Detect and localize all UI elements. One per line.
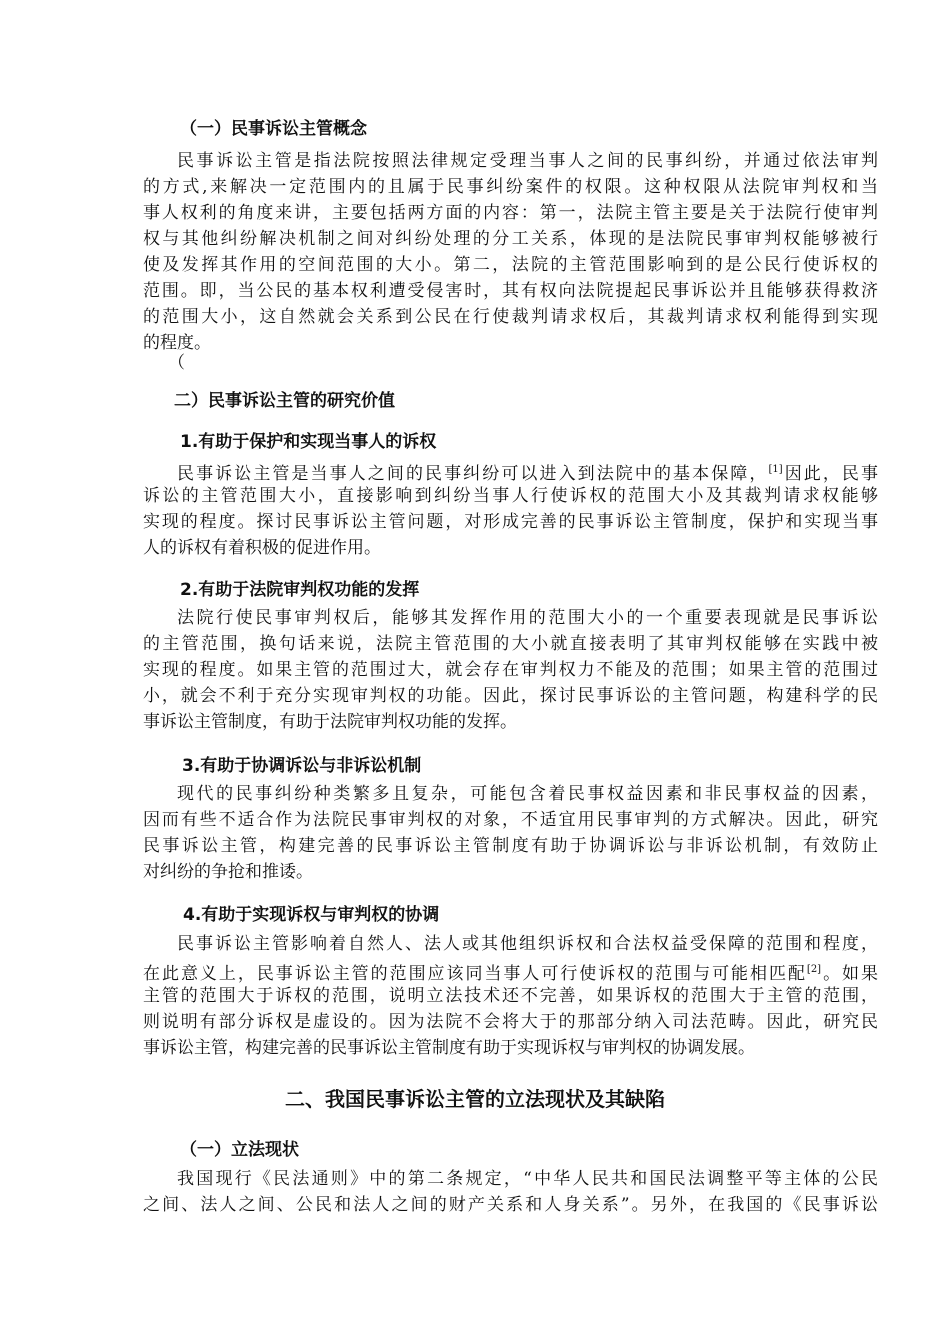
text-line: 的主管范围，换句话来说，法院主管范围的大小就直接表明了其审判权能够在实践中被 — [143, 634, 878, 654]
text-line: 之间、法人之间、公民和法人之间的财产关系和人身关系”。另外，在我国的《民事诉讼 — [143, 1195, 878, 1215]
text-run: 因此，民事 — [782, 464, 879, 484]
text-line: 现代的民事纠纷种类繁多且复杂，可能包含着民事权益因素和非民事权益的因素， — [177, 784, 878, 804]
text-run: 在此意义上，民事诉讼主管的范围应该同当事人可行使诉权的范围与可能相匹配 — [143, 964, 807, 984]
text-line: 诉讼的主管范围大小，直接影响到纠纷当事人行使诉权的范围大小及其裁判请求权能够 — [143, 486, 878, 506]
subsection-heading: 3.有助于协调诉讼与非诉讼机制 — [182, 756, 422, 776]
text-line — [143, 957, 878, 983]
text-line: 我国现行《民法通则》中的第二条规定，“中华人民共和国民法调整平等主体的公民 — [177, 1169, 878, 1189]
citation-superscript: [1] — [768, 464, 783, 475]
stray-parenthesis: （ — [168, 353, 185, 373]
text-line — [143, 457, 878, 483]
text-line: 的范围大小，这自然就会关系到公民在行使裁判请求权后，其裁判请求权利能得到实现 — [143, 307, 878, 327]
text-line: 的方式,来解决一定范围内的且属于民事纠纷案件的权限。这种权限从法院审判权和当 — [143, 177, 878, 197]
paragraph — [143, 1166, 878, 1218]
text-run: 民事诉讼主管是当事人之间的民事纠纷可以进入到法院中的基本保障， — [177, 464, 769, 484]
paragraph — [143, 457, 878, 561]
text-line: 主管的范围大于诉权的范围，说明立法技术还不完善，如果诉权的范围大于主管的范围， — [143, 986, 878, 1006]
text-line: 权与其他纠纷解决机制之间对纠纷处理的分工关系，体现的是法院民事审判权能够被行 — [143, 229, 878, 249]
paragraph — [143, 931, 878, 1061]
paragraph — [143, 605, 878, 735]
text-line: 范围。即，当公民的基本权利遭受侵害时，其有权向法院提起民事诉讼并且能够获得救济 — [143, 281, 878, 301]
subsection-heading: 2.有助于法院审判权功能的发挥 — [180, 580, 420, 600]
text-line: 民事诉讼主管是指法院按照法律规定受理当事人之间的民事纠纷，并通过依法审判 — [177, 151, 878, 171]
paragraph — [143, 148, 878, 356]
text-line: 事诉讼主管制度，有助于法院审判权功能的发挥。 — [143, 712, 517, 732]
text-line: 实现的程度。如果主管的范围过大，就会存在审判权力不能及的范围；如果主管的范围过 — [143, 660, 878, 680]
section-heading: （一）民事诉讼主管概念 — [180, 119, 367, 139]
text-line: 事人权利的角度来讲，主要包括两方面的内容：第一，法院主管主要是关于法院行使审判 — [143, 203, 878, 223]
text-line: 民事诉讼主管影响着自然人、法人或其他组织诉权和合法权益受保障的范围和程度， — [177, 934, 878, 954]
text-line: 的程度。 — [143, 333, 211, 353]
text-line: 则说明有部分诉权是虚设的。因为法院不会将大于的那部分纳入司法范畴。因此，研究民 — [143, 1012, 878, 1032]
text-line: 实现的程度。探讨民事诉讼主管问题，对形成完善的民事诉讼主管制度，保护和实现当事 — [143, 512, 878, 532]
subsection-heading: 4.有助于实现诉权与审判权的协调 — [183, 905, 440, 925]
text-line: 民事诉讼主管，构建完善的民事诉讼主管制度有助于协调诉讼与非诉讼机制，有效防止 — [143, 836, 878, 856]
text-line: 因而有些不适合作为法院民事审判权的对象，不适宜用民事审判的方式解决。因此，研究 — [143, 810, 878, 830]
text-line: 事诉讼主管，构建完善的民事诉讼主管制度有助于实现诉权与审判权的协调发展。 — [143, 1038, 755, 1058]
chapter-title: 二、我国民事诉讼主管的立法现状及其缺陷 — [285, 1087, 665, 1111]
text-line: 对纠纷的争抢和推诿。 — [143, 862, 313, 882]
text-line: 使及发挥其作用的空间范围的大小。第二，法院的主管范围影响到的是公民行使诉权的 — [143, 255, 878, 275]
text-line: 小，就会不利于充分实现审判权的功能。因此，探讨民事诉讼的主管问题，构建科学的民 — [143, 686, 878, 706]
paragraph — [143, 781, 878, 885]
text-line: 法院行使民事审判权后，能够其发挥作用的范围大小的一个重要表现就是民事诉讼 — [177, 608, 878, 628]
citation-superscript: [2] — [806, 964, 822, 975]
section-heading: （一）立法现状 — [180, 1140, 299, 1160]
subsection-heading: 1.有助于保护和实现当事人的诉权 — [180, 432, 437, 452]
section-heading: 二）民事诉讼主管的研究价值 — [174, 391, 395, 411]
text-run: 。如果 — [821, 964, 879, 984]
text-line: 人的诉权有着积极的促进作用。 — [143, 538, 381, 558]
